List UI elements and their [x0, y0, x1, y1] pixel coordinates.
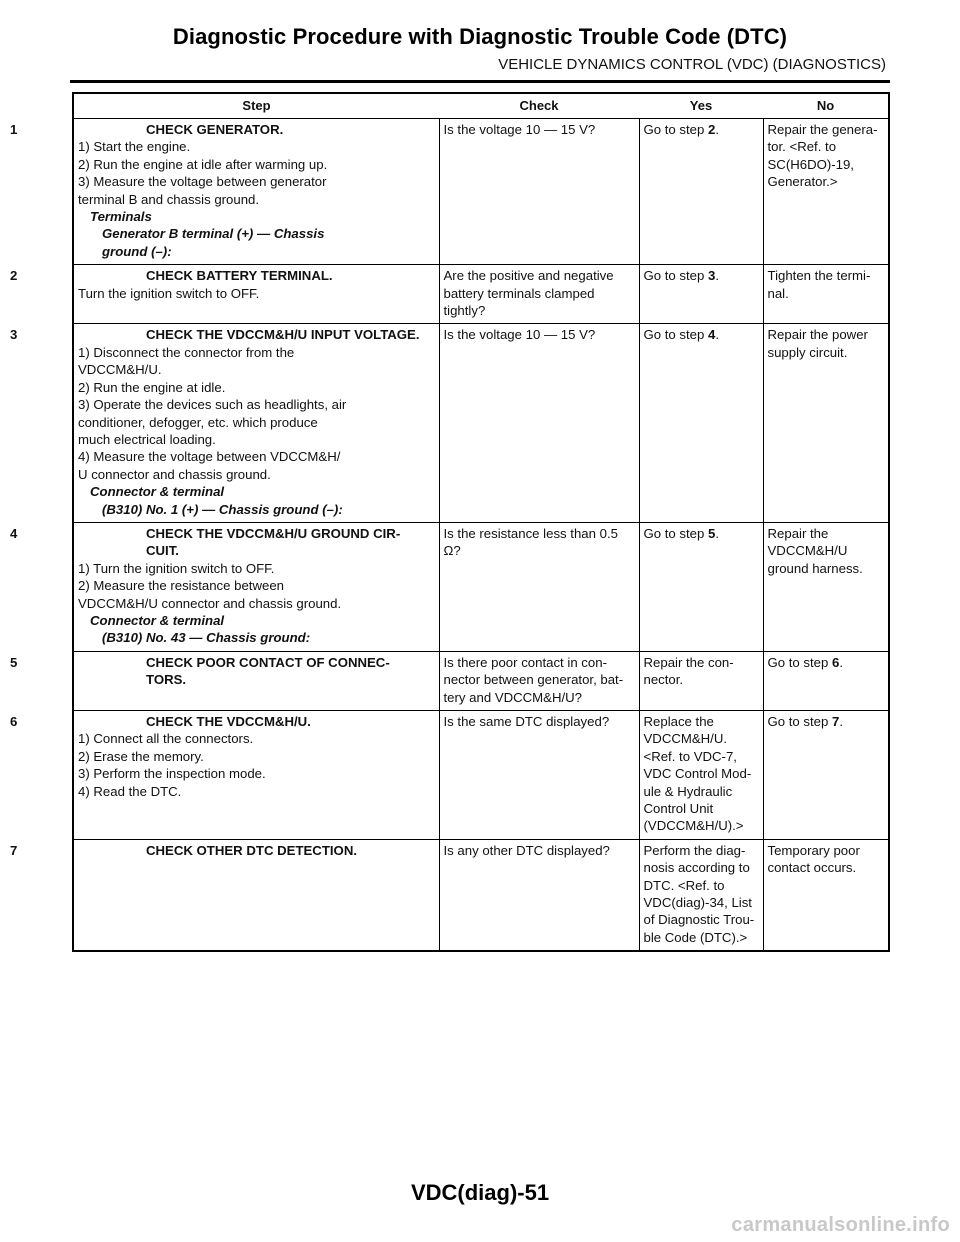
spec-label: Connector & terminal	[90, 484, 225, 500]
step-heading	[10, 525, 435, 560]
step-instruction: conditioner, defogger, etc. which produce	[78, 414, 318, 430]
step-number: 3	[10, 327, 18, 343]
step-title: CHECK POOR CONTACT OF CONNEC-	[146, 654, 390, 670]
no-cell	[763, 651, 889, 710]
step-instruction: U connector and chassis ground.	[78, 466, 271, 482]
no-text: Tighten the termi-	[767, 268, 871, 284]
check-text: tery and VDCCM&H/U?	[443, 689, 583, 705]
spec-label: Terminals	[90, 209, 152, 225]
no-text: Temporary poor	[767, 842, 860, 858]
step-title: CHECK GENERATOR.	[146, 122, 284, 137]
column-header-yes: Yes	[639, 93, 763, 119]
no-cell	[763, 711, 889, 840]
step-reference: 5	[708, 525, 716, 541]
column-header-step: Step	[73, 93, 439, 119]
yes-text: Repair the con-	[643, 654, 734, 670]
no-text: contact occurs.	[767, 860, 857, 876]
header-divider	[70, 80, 890, 83]
yes-text: Go to step 2.	[643, 122, 720, 137]
step-cell	[10, 711, 439, 840]
step-number: 4	[10, 525, 18, 541]
column-header-check: Check	[439, 93, 639, 119]
check-text: Are the positive and negative	[443, 268, 614, 284]
check-cell	[439, 324, 639, 522]
watermark: carmanualsonline.info	[731, 1214, 950, 1236]
step-instruction: terminal B and chassis ground.	[78, 191, 260, 207]
no-text: VDCCM&H/U	[767, 543, 848, 559]
check-text: battery terminals clamped	[443, 285, 595, 301]
check-cell	[439, 711, 639, 840]
no-cell	[763, 265, 889, 324]
yes-text: Go to step 4.	[643, 327, 720, 343]
check-text: Is the same DTC displayed?	[443, 714, 610, 729]
yes-text: VDC(diag)-34, List	[643, 895, 752, 911]
no-text: Go to step 6.	[767, 654, 844, 670]
step-instruction: 2) Erase the memory.	[78, 748, 204, 764]
yes-cell	[639, 522, 763, 651]
step-title: TORS.	[146, 672, 187, 688]
step-title: CHECK BATTERY TERMINAL.	[146, 268, 333, 284]
step-instruction: 4) Measure the voltage between VDCCM&H/	[78, 449, 341, 465]
page-title: Diagnostic Procedure with Diagnostic Trouble Code (DTC)	[172, 24, 788, 49]
step-heading	[10, 267, 435, 284]
spec-value: (B310) No. 1 (+) — Chassis ground (–):	[102, 501, 343, 517]
no-text: SC(H6DO)-19,	[767, 156, 854, 172]
table-row	[73, 711, 889, 840]
step-instruction: Turn the ignition switch to OFF.	[78, 285, 260, 301]
yes-cell	[639, 651, 763, 710]
yes-text: Go to step 3.	[643, 268, 720, 284]
yes-text: VDCCM&H/U.	[643, 731, 728, 747]
no-text: Repair the genera-	[767, 122, 878, 137]
step-instruction: 3) Measure the voltage between generator	[78, 174, 327, 190]
spec-value: ground (–):	[102, 243, 172, 259]
yes-text: <Ref. to VDC-7,	[643, 748, 737, 764]
yes-text: DTC. <Ref. to	[643, 877, 725, 893]
step-instruction: 3) Perform the inspection mode.	[78, 766, 266, 782]
yes-cell	[639, 324, 763, 522]
check-text: Is there poor contact in con-	[443, 654, 607, 670]
check-text: nector between generator, bat-	[443, 672, 624, 688]
yes-text: Perform the diag-	[643, 842, 746, 858]
step-number: 6	[10, 714, 18, 729]
yes-text: (VDCCM&H/U).>	[643, 818, 744, 834]
check-cell	[439, 651, 639, 710]
step-heading	[10, 842, 435, 859]
no-text: Go to step 7.	[767, 714, 844, 729]
yes-text: ble Code (DTC).>	[643, 929, 748, 945]
step-title: CHECK OTHER DTC DETECTION.	[146, 842, 357, 858]
no-cell	[763, 839, 889, 951]
check-text: Is the voltage 10 — 15 V?	[443, 327, 596, 343]
step-instruction: 4) Read the DTC.	[78, 783, 182, 799]
yes-cell	[639, 711, 763, 840]
table-row	[73, 324, 889, 522]
step-reference: 2	[708, 122, 716, 137]
step-title: CUIT.	[146, 543, 179, 559]
step-reference: 4	[708, 327, 716, 343]
step-reference: 7	[832, 714, 840, 729]
no-cell	[763, 119, 889, 265]
check-text: Is the resistance less than 0.5	[443, 525, 618, 541]
yes-text: of Diagnostic Trou-	[643, 912, 755, 928]
step-title: CHECK THE VDCCM&H/U.	[146, 714, 311, 729]
spec-value: (B310) No. 43 — Chassis ground:	[102, 630, 311, 646]
no-text: tor. <Ref. to	[767, 139, 837, 155]
table-row	[73, 265, 889, 324]
step-heading	[10, 121, 435, 138]
table-row	[73, 839, 889, 951]
check-text: Is any other DTC displayed?	[443, 842, 610, 858]
page-number: VDC(diag)-51	[410, 1180, 550, 1205]
step-instruction: 1) Turn the ignition switch to OFF.	[78, 560, 275, 576]
spec-label: Connector & terminal	[90, 612, 225, 628]
step-heading	[10, 713, 435, 730]
no-cell	[763, 522, 889, 651]
step-title: CHECK THE VDCCM&H/U GROUND CIR-	[146, 525, 401, 541]
step-instruction: much electrical loading.	[78, 431, 216, 447]
step-heading	[10, 326, 435, 343]
table-header-row	[73, 93, 889, 119]
no-text: Repair the power	[767, 327, 868, 343]
yes-text: Control Unit	[643, 801, 714, 817]
step-cell	[10, 839, 439, 951]
step-cell	[10, 522, 439, 651]
step-cell	[10, 119, 439, 265]
step-cell	[10, 651, 439, 710]
yes-cell	[639, 119, 763, 265]
step-instruction: 3) Operate the devices such as headlights, air	[78, 397, 347, 413]
check-text: tightly?	[443, 303, 486, 319]
no-text: Repair the	[767, 525, 829, 541]
step-reference: 6	[832, 654, 840, 670]
yes-text: nector.	[643, 672, 684, 688]
step-instruction: 1) Start the engine.	[78, 139, 191, 155]
table-row	[73, 119, 889, 265]
check-text: Ω?	[443, 543, 461, 559]
table-row	[73, 522, 889, 651]
no-text: Generator.>	[767, 174, 838, 190]
step-reference: 3	[708, 268, 716, 284]
step-instruction: 2) Run the engine at idle after warming up.	[78, 156, 328, 172]
table-row	[73, 651, 889, 710]
step-cell	[10, 265, 439, 324]
step-instruction: 1) Connect all the connectors.	[78, 731, 254, 747]
yes-text: VDC Control Mod-	[643, 766, 752, 782]
yes-text: Go to step 5.	[643, 525, 720, 541]
step-instruction: 1) Disconnect the connector from the	[78, 344, 295, 360]
no-text: ground harness.	[767, 560, 863, 576]
yes-text: Replace the	[643, 714, 714, 729]
step-number: 2	[10, 268, 18, 284]
step-instruction: VDCCM&H/U.	[78, 362, 162, 378]
check-text: Is the voltage 10 — 15 V?	[443, 122, 596, 137]
spec-value: Generator B terminal (+) — Chassis	[102, 226, 325, 242]
step-instruction: 2) Run the engine at idle.	[78, 379, 226, 395]
check-cell	[439, 119, 639, 265]
step-number: 5	[10, 654, 18, 670]
yes-cell	[639, 265, 763, 324]
yes-text: nosis according to	[643, 860, 750, 876]
step-heading	[10, 654, 435, 689]
no-cell	[763, 324, 889, 522]
diagnostic-table	[10, 92, 890, 952]
check-cell	[439, 839, 639, 951]
step-instruction: 2) Measure the resistance between	[78, 578, 284, 594]
no-text: supply circuit.	[767, 344, 848, 360]
step-number: 1	[10, 122, 18, 137]
no-text: nal.	[767, 285, 789, 301]
column-header-no: No	[763, 93, 889, 119]
check-cell	[439, 522, 639, 651]
step-title: CHECK THE VDCCM&H/U INPUT VOLTAGE.	[146, 327, 420, 343]
step-cell	[10, 324, 439, 522]
step-number: 7	[10, 842, 18, 858]
step-instruction: VDCCM&H/U connector and chassis ground.	[78, 595, 342, 611]
section-subtitle: VEHICLE DYNAMICS CONTROL (VDC) (DIAGNOSTICS)	[498, 56, 886, 73]
table-body	[10, 119, 889, 952]
check-cell	[439, 265, 639, 324]
yes-cell	[639, 839, 763, 951]
yes-text: ule & Hydraulic	[643, 783, 733, 799]
page-header	[0, 0, 960, 80]
